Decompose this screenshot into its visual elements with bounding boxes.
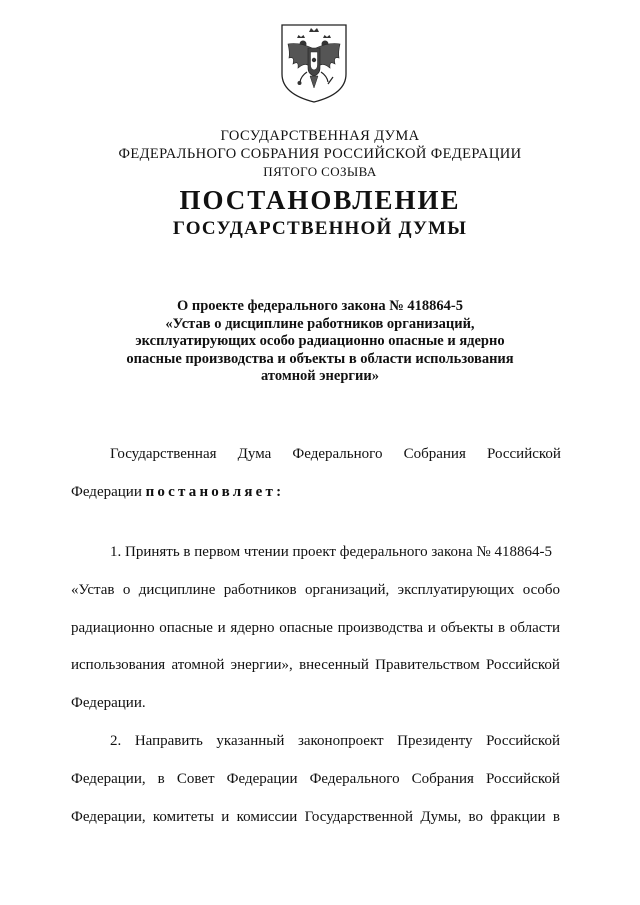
header-line-convocation: ПЯТОГО СОЗЫВА: [263, 164, 377, 179]
item1-line-5: Федерации.: [71, 695, 146, 711]
word: ядерно: [230, 620, 275, 636]
item1-line-2: [71, 581, 560, 599]
item2-line-3: [71, 808, 560, 826]
item1-line-4: [71, 656, 560, 674]
word: комитеты: [152, 809, 214, 825]
word: комиссии: [236, 809, 298, 825]
word: в: [552, 809, 560, 825]
word: Федерации,: [71, 809, 146, 825]
word: радиационно: [71, 620, 155, 636]
word: дисциплине: [138, 582, 216, 598]
document-subject: [100, 298, 540, 386]
word: Президенту: [397, 733, 473, 749]
word: Государственная: [110, 446, 217, 462]
word: Федерального: [292, 446, 383, 462]
word: организаций,: [304, 582, 390, 598]
item2-line-2: [71, 770, 560, 788]
subject-line: опасные производства и объекты в области использования: [126, 350, 514, 367]
word: опасные: [279, 620, 333, 636]
double-headed-eagle-icon: [279, 22, 349, 104]
resolves-word: постановляет:: [145, 484, 285, 500]
word: Государственной: [304, 809, 414, 825]
word: Собрания: [403, 446, 466, 462]
word: Дума: [237, 446, 272, 462]
word: и: [427, 620, 436, 636]
word: Правительством: [375, 657, 480, 673]
word: фракции: [490, 809, 546, 825]
word: о: [122, 582, 131, 598]
word: в: [157, 771, 165, 787]
preamble-prefix: Федерации: [71, 484, 146, 500]
word: Собрания: [411, 771, 474, 787]
word: Федерации: [226, 771, 298, 787]
word: энергии»,: [230, 657, 293, 673]
subject-line: О проекте федерального закона № 418864-5: [176, 298, 464, 314]
coat-of-arms-emblem: [279, 22, 349, 104]
word: 2.: [110, 733, 122, 749]
word: использования: [71, 657, 166, 673]
word: объекты: [440, 620, 494, 636]
word: производства: [337, 620, 423, 636]
preamble-line-2: [71, 483, 284, 501]
word: во: [468, 809, 483, 825]
document-issuer-title: ГОСУДАРСТВЕННОЙ ДУМЫ: [172, 218, 468, 239]
word: эксплуатирующих: [397, 582, 515, 598]
word: работников: [223, 582, 297, 598]
item2-line-1: [110, 732, 560, 750]
subject-line: «Устав о дисциплине работников организаций,: [165, 315, 475, 332]
word: Направить: [134, 733, 203, 749]
word: Федерального: [309, 771, 400, 787]
word: Совет: [176, 771, 215, 787]
word: опасные: [159, 620, 213, 636]
word: «Устав: [71, 582, 115, 598]
subject-line: атомной энергии»: [261, 368, 379, 385]
word: в: [498, 620, 506, 636]
word: внесенный: [299, 657, 369, 673]
word: законопроект: [297, 733, 384, 749]
word: особо: [522, 582, 560, 598]
item1-line-3: [71, 619, 560, 637]
word: Российской: [487, 446, 561, 462]
word: атомной: [171, 657, 225, 673]
header-line-duma: ГОСУДАРСТВЕННАЯ ДУМА: [220, 128, 420, 144]
word: Российской: [486, 733, 560, 749]
word: Российской: [486, 771, 560, 787]
word: и: [221, 809, 230, 825]
word: и: [217, 620, 226, 636]
word: Федерации,: [71, 771, 146, 787]
document-type-title: ПОСТАНОВЛЕНИЕ: [179, 185, 461, 215]
subject-line: эксплуатирующих особо радиационно опасные и ядерно: [135, 333, 505, 350]
word: Думы,: [420, 809, 462, 825]
word: указанный: [216, 733, 285, 749]
word: области: [509, 620, 560, 636]
word: Российской: [486, 657, 560, 673]
preamble-line-1: [110, 445, 561, 463]
header-line-federal-assembly: ФЕДЕРАЛЬНОГО СОБРАНИЯ РОССИЙСКОЙ ФЕДЕРАЦИИ: [118, 146, 522, 162]
item1-line-1: 1. Принять в первом чтении проект федерального закона № 418864-5: [110, 544, 552, 560]
